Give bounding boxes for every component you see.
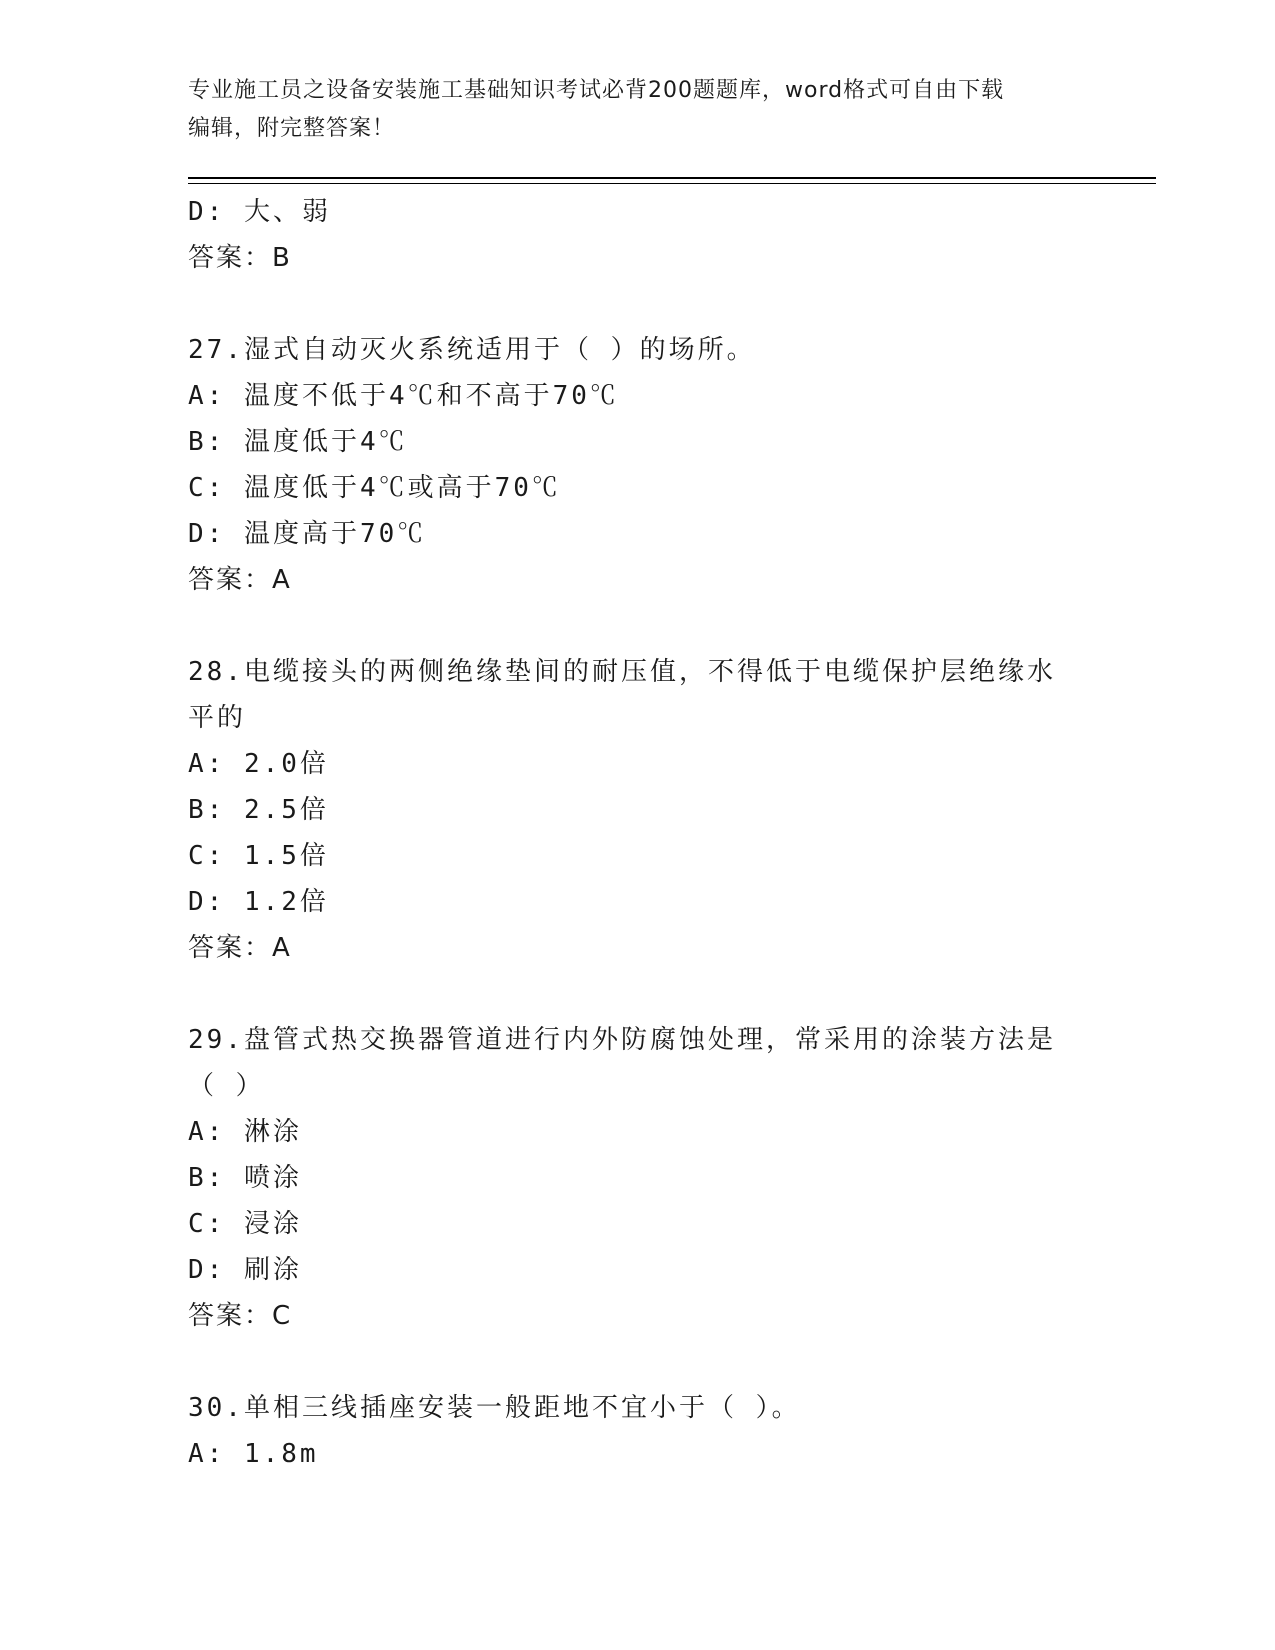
question-block	[188, 1385, 1088, 1477]
spacer	[188, 603, 1088, 649]
option-c: C: 浸涂	[188, 1209, 302, 1239]
question-block	[188, 649, 1088, 971]
header-title-line-2: 编辑，附完整答案！	[188, 116, 396, 141]
question-block	[188, 1017, 1088, 1339]
answer-line: 答案：C	[188, 1301, 293, 1331]
option-b: B: 温度低于4℃	[188, 427, 408, 457]
option-c: C: 1.5倍	[188, 841, 329, 871]
option-a: A: 2.0倍	[188, 749, 329, 779]
option-a: A: 1.8m	[188, 1439, 319, 1469]
spacer	[188, 281, 1088, 327]
answer-line: 答案：A	[188, 565, 292, 595]
option-b: B: 喷涂	[188, 1163, 302, 1193]
option-d: D: 1.2倍	[188, 887, 329, 917]
option-d: D: 温度高于70℃	[188, 519, 427, 549]
question-stem: 27.湿式自动灭火系统适用于（ ）的场所。	[188, 335, 756, 365]
option-d: D: 大、弱	[188, 197, 331, 227]
header-divider-thick	[188, 177, 1156, 179]
answer-line: 答案：B	[188, 243, 292, 273]
option-a: A: 淋涂	[188, 1117, 302, 1147]
question-list	[188, 189, 1088, 1477]
option-d: D: 刷涂	[188, 1255, 302, 1285]
spacer	[188, 971, 1088, 1017]
header-divider-thin	[188, 183, 1156, 184]
question-block	[188, 327, 1088, 603]
question-stem: 30.单相三线插座安装一般距地不宜小于（ ）。	[188, 1393, 801, 1423]
question-stem: 29.盘管式热交换器管道进行内外防腐蚀处理，常采用的涂装方法是（ ）	[188, 1025, 1056, 1101]
document-header	[188, 72, 1068, 148]
spacer	[188, 1339, 1088, 1385]
option-b: B: 2.5倍	[188, 795, 329, 825]
answer-line: 答案：A	[188, 933, 292, 963]
option-a: A: 温度不低于4℃和不高于70℃	[188, 381, 619, 411]
option-c: C: 温度低于4℃或高于70℃	[188, 473, 561, 503]
question-stem: 28.电缆接头的两侧绝缘垫间的耐压值，不得低于电缆保护层绝缘水平的	[188, 657, 1056, 733]
header-title-line-1: 专业施工员之设备安装施工基础知识考试必背200题题库，word格式可自由下载	[188, 78, 1005, 103]
